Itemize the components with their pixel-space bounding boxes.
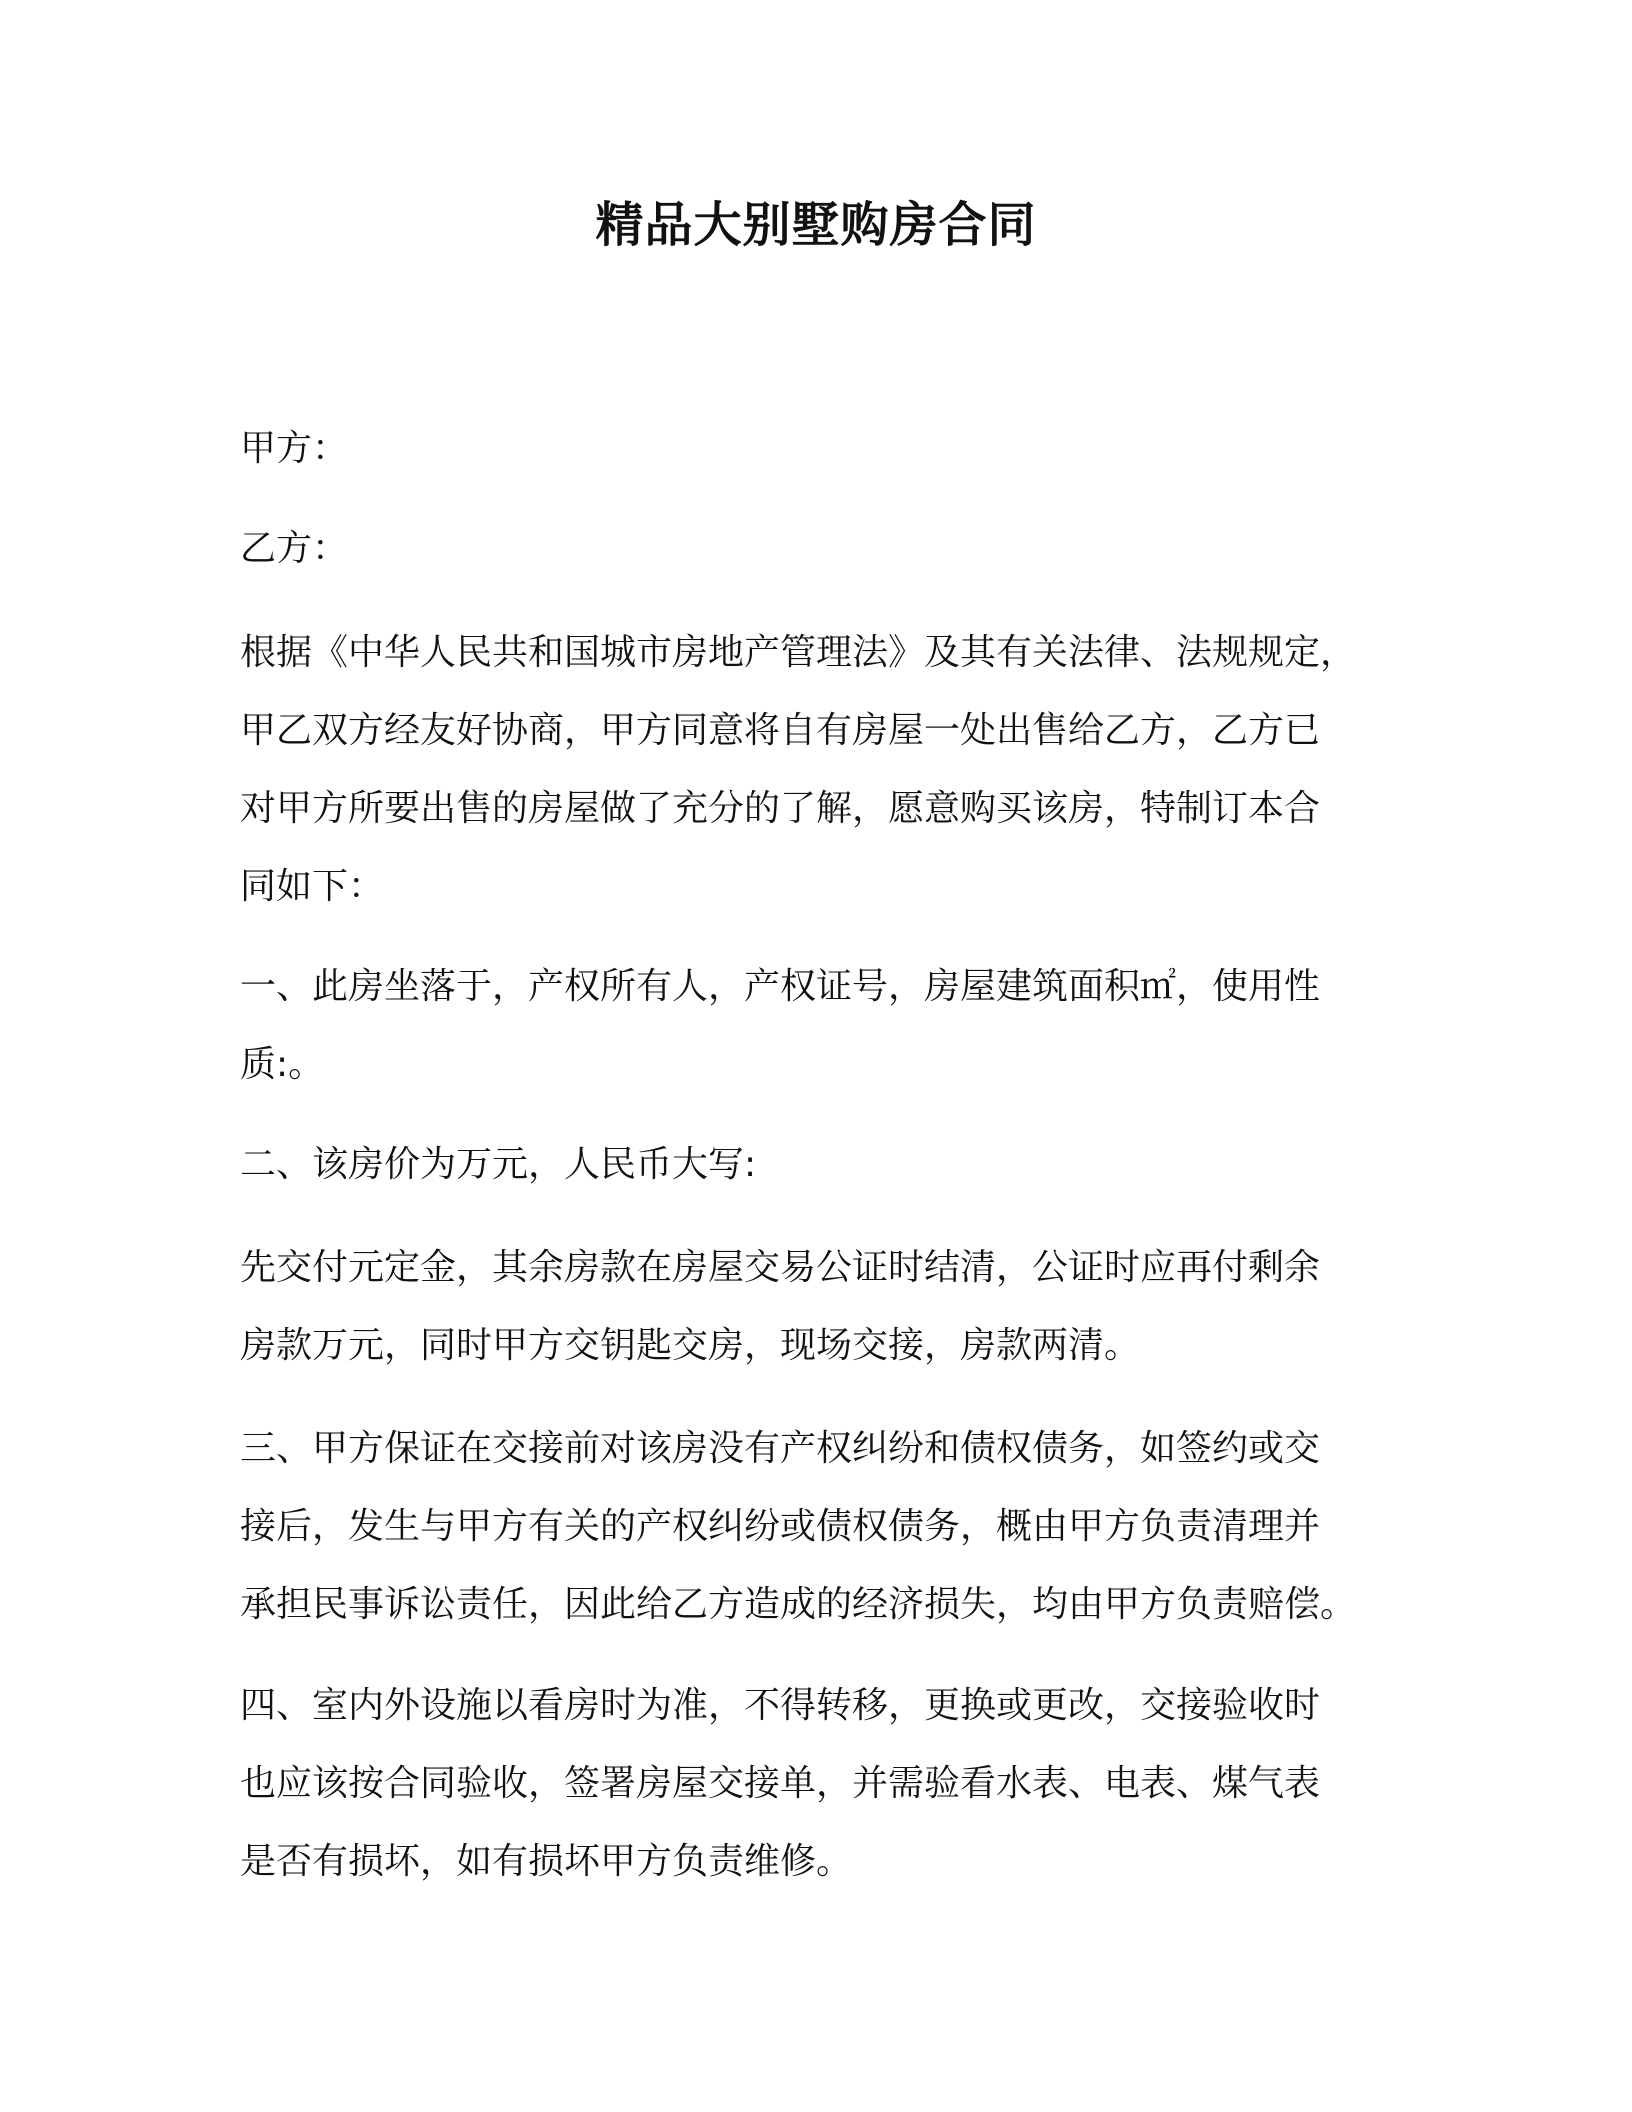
- clause-3-line-3: 承担民事诉讼责任，因此给乙方造成的经济损失，均由甲方负责赔偿。: [240, 1584, 1357, 1625]
- clause-1-line-1: 一、此房坐落于，产权所有人，产权证号，房屋建筑面积㎡，使用性: [240, 966, 1321, 1007]
- intro-line-4: 同如下：: [240, 866, 385, 907]
- clause-1-paragraph: [240, 948, 1380, 1104]
- document-title: 精品大别墅购房合同: [595, 197, 1037, 253]
- intro-line-3: 对甲方所要出售的房屋做了充分的了解，愿意购买该房，特制订本合: [240, 788, 1321, 829]
- payment-line-1: 先交付元定金，其余房款在房屋交易公证时结清，公证时应再付剩余: [240, 1247, 1321, 1288]
- clause-2-line-1: 二、该房价为万元，人民币大写:: [240, 1144, 757, 1185]
- intro-line-1: 根据《中华人民共和国城市房地产管理法》及其有关法律、法规规定，: [240, 632, 1357, 673]
- party-a-label: 甲方：: [240, 428, 349, 469]
- payment-line-2: 房款万元，同时甲方交钥匙交房，现场交接，房款两清。: [240, 1325, 1141, 1366]
- clause-3-line-2: 接后，发生与甲方有关的产权纠纷或债权债务，概由甲方负责清理并: [240, 1506, 1321, 1547]
- clause-2-payment-paragraph: [240, 1229, 1380, 1385]
- clause-2-paragraph: [240, 1126, 1380, 1204]
- clause-3-paragraph: [240, 1410, 1380, 1644]
- clause-4-line-2: 也应该按合同验收，签署房屋交接单，并需验看水表、电表、煤气表: [240, 1763, 1321, 1804]
- clause-3-line-1: 三、甲方保证在交接前对该房没有产权纠纷和债权债务，如签约或交: [240, 1428, 1321, 1469]
- intro-paragraph: [240, 614, 1380, 926]
- party-b-line: [240, 510, 1380, 588]
- intro-line-2: 甲乙双方经友好协商，甲方同意将自有房屋一处出售给乙方，乙方已: [240, 710, 1321, 751]
- clause-4-paragraph: [240, 1667, 1380, 1901]
- party-a-line: [240, 410, 1380, 488]
- clause-1-line-2: 质:。: [240, 1044, 325, 1085]
- clause-4-line-1: 四、室内外设施以看房时为准，不得转移，更换或更改，交接验收时: [240, 1685, 1321, 1726]
- party-b-label: 乙方：: [240, 528, 349, 569]
- clause-4-line-3: 是否有损坏，如有损坏甲方负责维修。: [240, 1841, 853, 1882]
